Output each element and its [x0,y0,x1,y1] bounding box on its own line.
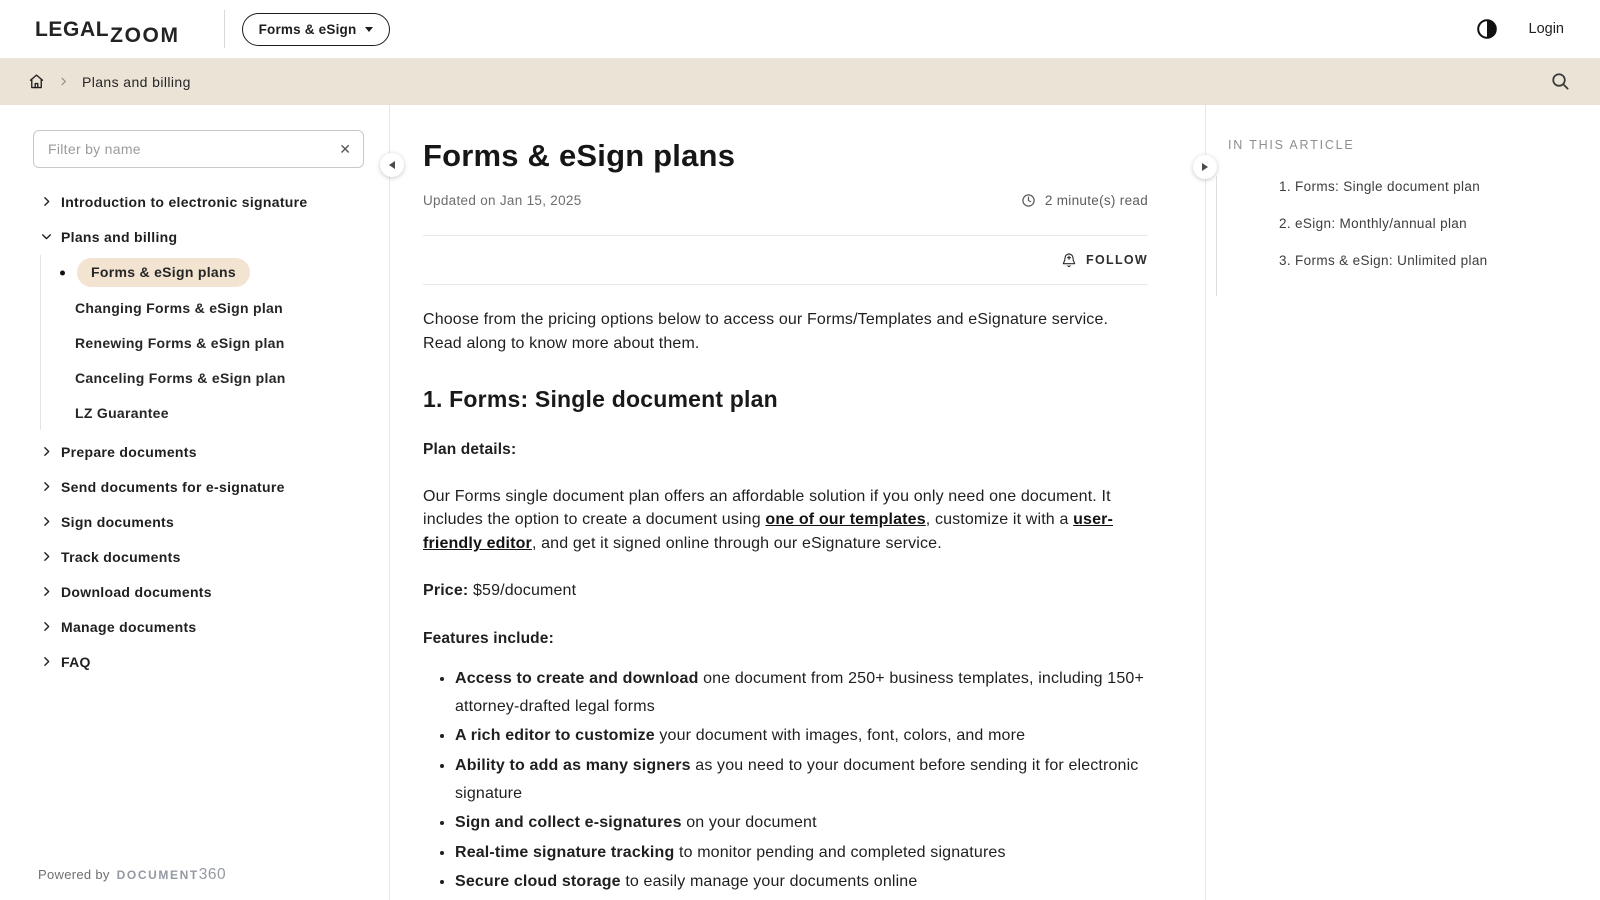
sidebar-subitem-renewing-forms-esign-plan[interactable] [41,325,389,360]
theme-toggle-icon[interactable] [1476,18,1498,40]
header-divider [224,10,225,48]
product-switcher-dropdown[interactable] [242,13,391,46]
sidebar-item-label: FAQ [61,653,91,670]
feature-bold: Ability to add as many signers [455,757,691,774]
sidebar-item-label: Prepare documents [61,443,197,460]
sidebar-subitem-label: LZ Guarantee [75,404,169,421]
collapse-sidebar-button[interactable] [380,153,404,177]
sidebar-children [40,255,389,430]
sidebar-subitem-changing-forms-esign-plan[interactable] [41,290,389,325]
feature-rest: one document from 250+ business templates, including 150+ attorney-drafted legal forms [455,670,1144,715]
feature-item [455,809,1148,837]
sidebar-item-download-documents[interactable] [0,574,389,609]
feature-rest: as you need to your document before sending it for electronic signature [455,757,1139,802]
article-meta [423,193,1148,208]
toc-heading: IN THIS ARTICLE [1228,138,1355,152]
toc-list [1216,176,1580,296]
breadcrumb-item-plans-and-billing[interactable]: Plans and billing [82,73,191,90]
sidebar-nav [0,184,389,856]
feature-bold: Secure cloud storage [455,873,621,891]
follow-label: FOLLOW [1086,253,1148,267]
sidebar-item-label: Sign documents [61,513,175,530]
logo-text-zoom: ZOOM [110,23,180,47]
features-label: Features include: [423,629,554,647]
login-link[interactable]: Login [1528,21,1564,37]
feature-bold: Real-time signature tracking [455,843,675,861]
sidebar-item-manage-documents[interactable] [0,609,389,644]
sidebar-item-track-documents[interactable] [0,539,389,574]
feature-bold: Access to create and download [455,670,699,688]
inline-link-one-of-our-templates[interactable]: one of our templates [765,511,926,529]
feature-rest: to monitor pending and completed signatures [674,843,1006,861]
sidebar-item-sign-documents[interactable] [0,504,389,539]
feature-item [455,868,1148,896]
features-list [423,665,1148,895]
bell-plus-icon [1061,252,1077,268]
toc-item-1-forms-single-document-plan[interactable]: 1. Forms: Single document plan [1279,179,1481,194]
feature-bold: Sign and collect e-signatures [455,814,682,832]
sidebar-subitem-canceling-forms-esign-plan[interactable] [41,360,389,395]
triangle-left-icon [389,161,395,169]
section-heading-1: 1. Forms: Single document plan [423,386,778,413]
feature-item [455,722,1148,750]
powered-by [38,866,389,884]
sidebar-item-label: Manage documents [61,618,197,635]
follow-button[interactable] [1061,250,1148,270]
top-header [0,0,1600,58]
feature-rest: on your document [681,814,817,832]
article-body [423,308,1148,896]
sidebar-item-send-documents-for-e-signature[interactable] [0,469,389,504]
price-value: $59/document [468,582,577,600]
description-text: Our Forms single document plan offers an affordable solution if you only need one document. It includes the option to create a document using [423,487,1111,529]
chevron-right-icon [40,515,54,528]
description-text: , and get it signed online through our eSignature service. [531,534,942,552]
follow-row [423,236,1148,284]
description-text: , customize it with a [925,511,1074,529]
body-row [0,105,1600,900]
sidebar-subitem-label: Changing Forms & eSign plan [75,299,283,316]
toc-aside [1206,105,1600,900]
sidebar-item-prepare-documents[interactable] [0,434,389,469]
sidebar-item-introduction-to-electronic-signature[interactable] [0,184,389,219]
logo-text-legal: LEGAL [35,17,110,41]
divider [423,284,1148,285]
clear-filter-icon[interactable]: ✕ [339,141,351,157]
sidebar-item-label: Track documents [61,548,181,565]
price-label: Price: [423,582,469,600]
chevron-right-icon [40,480,54,493]
feature-item [455,665,1148,720]
plan-details-label: Plan details: [423,440,517,458]
filter-wrap [33,130,364,168]
sidebar-item-label: Plans and billing [61,228,178,245]
feature-rest: to easily manage your documents online [620,873,918,891]
active-bullet [60,270,65,275]
toc-item-3-forms-esign-unlimited-plan[interactable]: 3. Forms & eSign: Unlimited plan [1279,252,1488,268]
product-switcher-label: Forms & eSign [258,21,357,37]
feature-bold: A rich editor to customize [455,727,655,745]
search-icon[interactable] [1550,71,1571,92]
collapse-toc-button[interactable] [1193,155,1217,179]
inline-link-user-friendly-editor[interactable]: user-friendly editor [423,511,1113,552]
chevron-right-icon [40,195,54,208]
sidebar-item-label: Introduction to electronic signature [61,193,308,210]
page-title: Forms & eSign plans [423,138,736,173]
chevron-down-icon [365,27,373,32]
read-time-label: 2 minute(s) read [1044,193,1148,208]
chevron-right-icon [40,585,54,598]
header-right [1476,18,1564,40]
chevron-right-icon [40,445,54,458]
sidebar-item-label: Send documents for e-signature [61,478,285,495]
breadcrumb [0,58,1600,105]
chevron-right-icon [40,550,54,563]
category-sidebar [0,105,390,900]
feature-item [455,839,1148,867]
intro-paragraph: Choose from the pricing options below to access our Forms/Templates and eSignature service. Read along to know more about them. [423,311,1109,352]
read-time [1021,193,1148,208]
chevron-right-icon [40,655,54,668]
sidebar-item-plans-and-billing[interactable] [0,219,389,254]
feature-item [455,752,1148,807]
article-main [390,105,1206,900]
sidebar-subitem-label: Forms & eSign plans [77,258,250,287]
plan-description [423,485,1148,556]
chevron-right-icon [58,76,69,87]
price-line [423,579,1148,603]
sidebar-subitem-lz-guarantee[interactable] [41,395,389,430]
filter-input[interactable] [33,130,364,168]
chevron-down-icon [40,230,54,243]
triangle-right-icon [1202,163,1208,171]
legalzoom-logo[interactable] [35,17,180,47]
sidebar-item-label: Download documents [61,583,212,600]
sidebar-item-faq[interactable] [0,644,389,679]
powered-by-label: Powered by [38,867,110,882]
feature-rest: your document with images, font, colors, and more [654,727,1026,745]
sidebar-subitem-label: Renewing Forms & eSign plan [75,334,285,351]
sidebar-subitem-forms-esign-plans[interactable] [41,255,389,290]
chevron-right-icon [40,620,54,633]
home-icon[interactable] [28,73,45,90]
document360-logo[interactable]: DOCUMENT360 [116,866,227,883]
updated-date: Updated on Jan 15, 2025 [423,193,582,208]
sidebar-subitem-label: Canceling Forms & eSign plan [75,369,286,386]
toc-item-2-esign-monthly-annual-plan[interactable]: 2. eSign: Monthly/annual plan [1279,215,1468,231]
clock-icon [1021,193,1036,208]
